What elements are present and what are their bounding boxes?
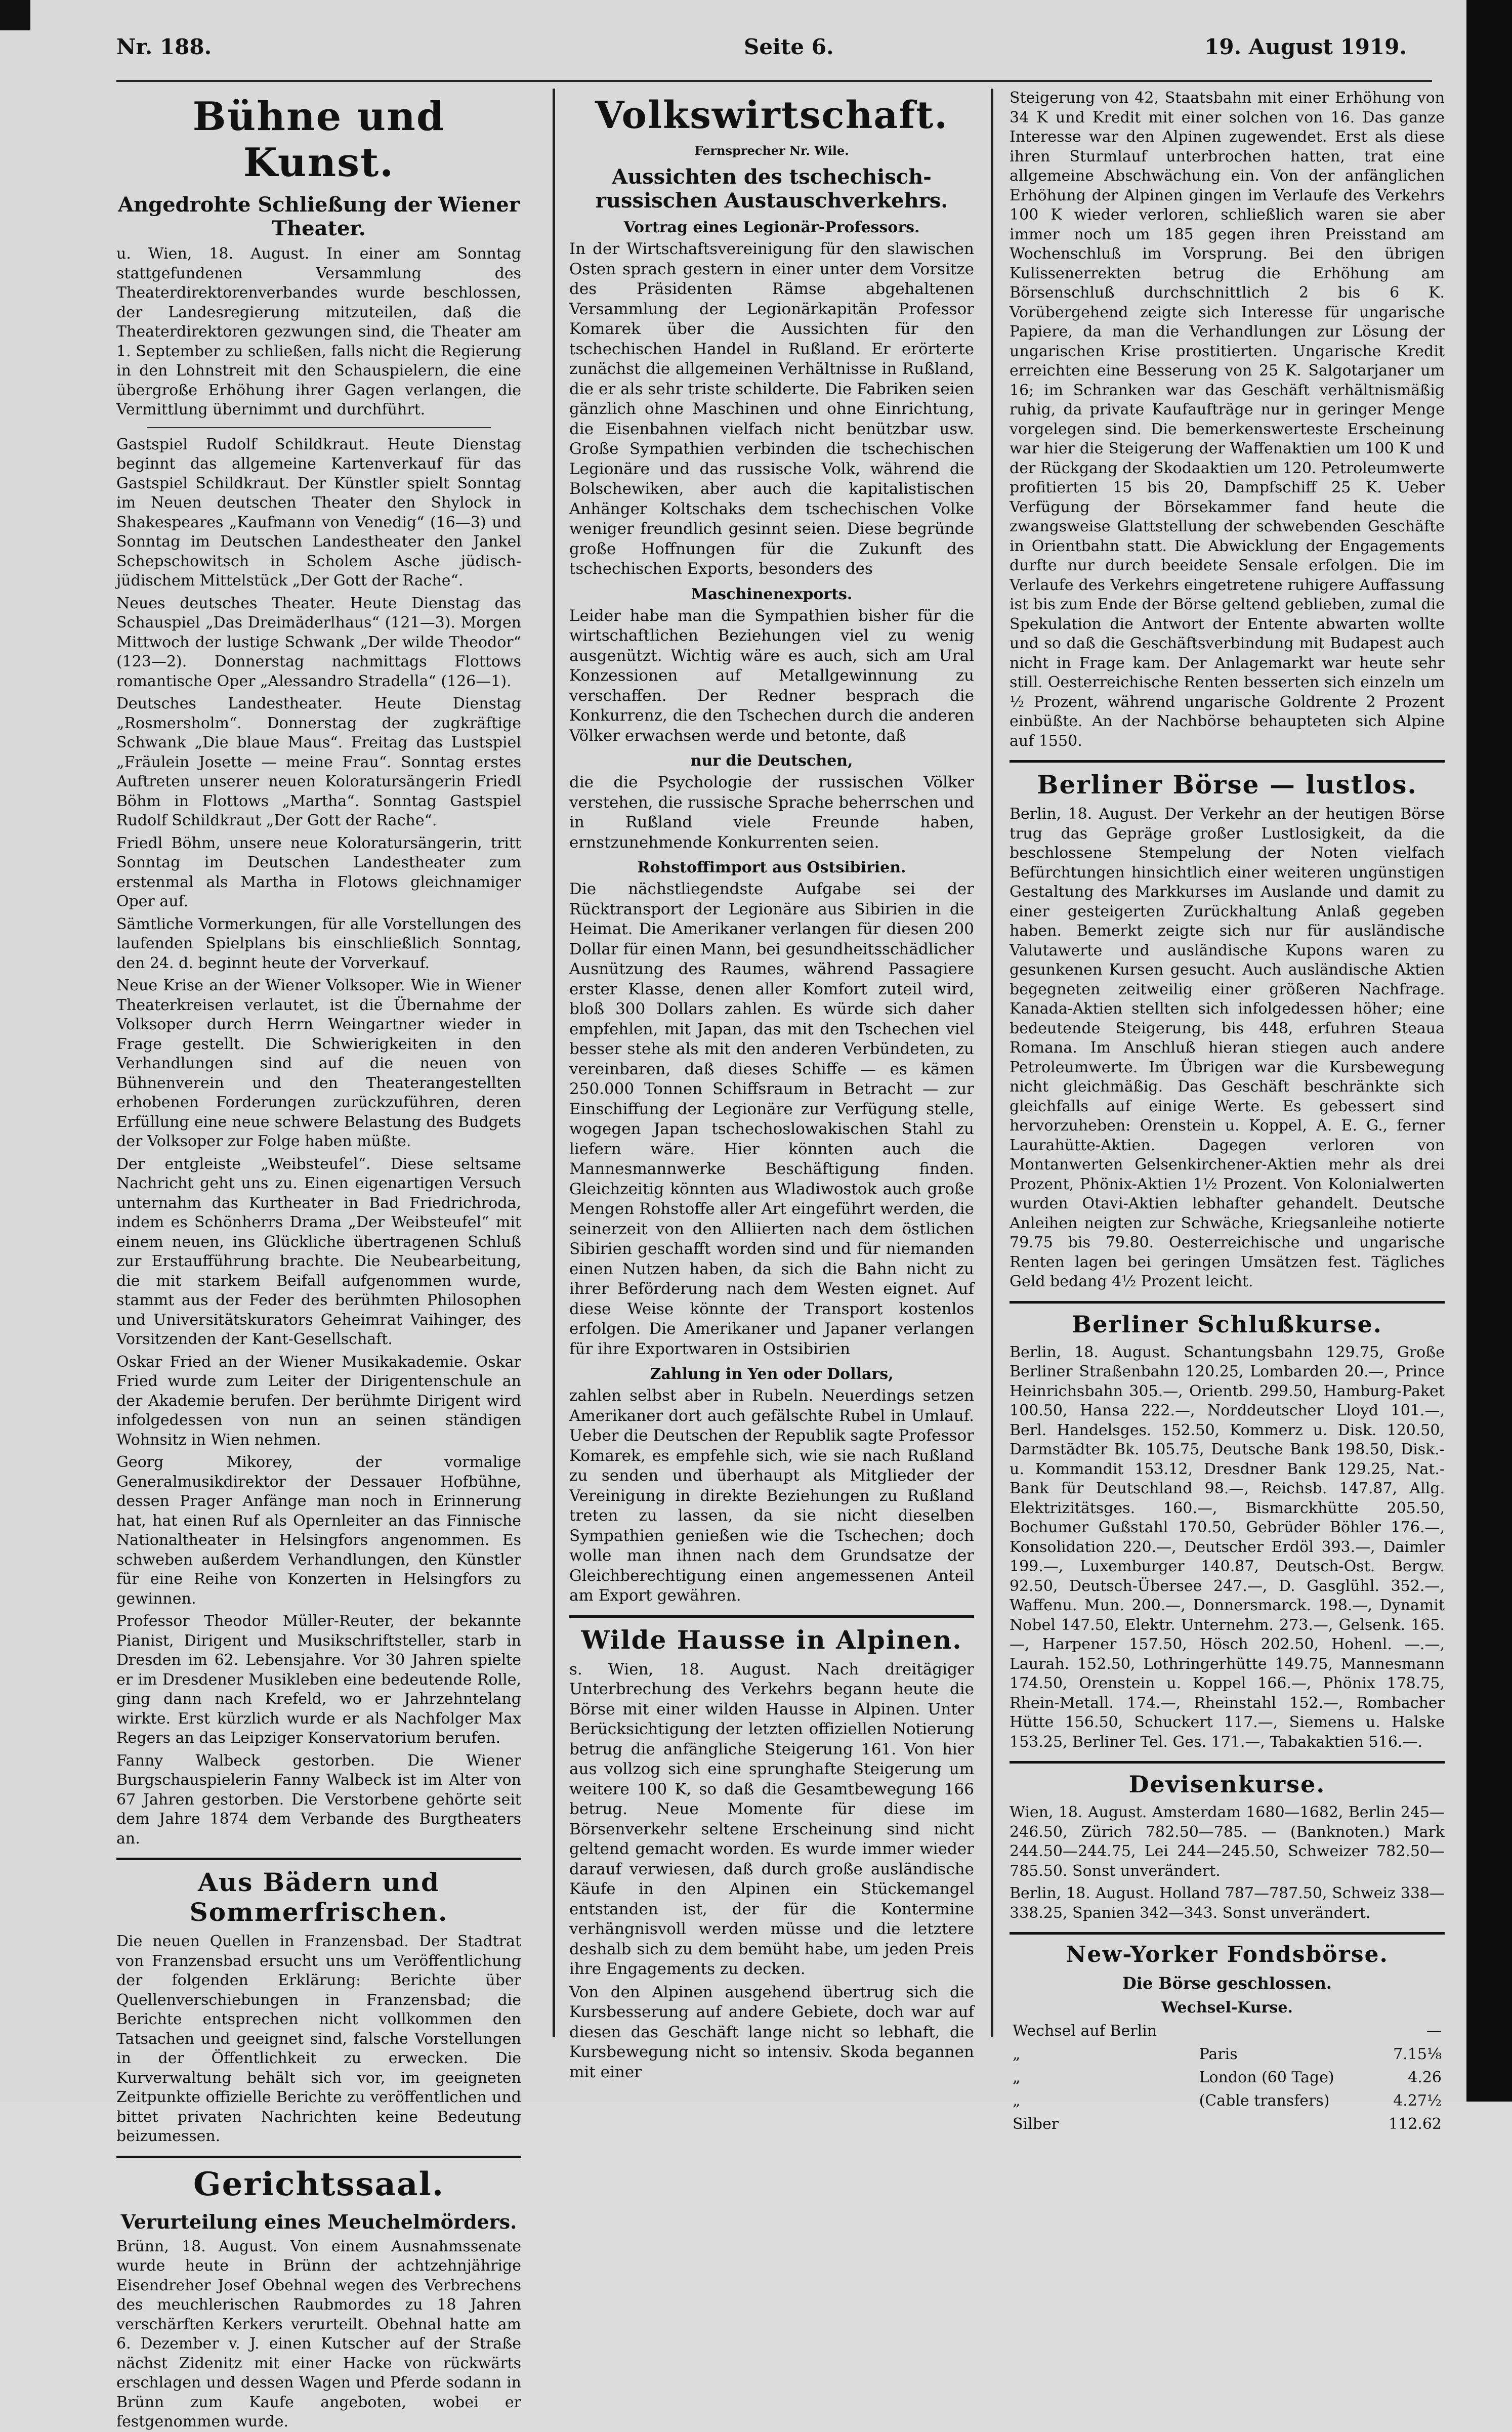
section-title-devisen: Devisenkurse.	[1128, 1771, 1326, 1798]
section-title-volkswirtschaft: Volkswirtschaft.	[595, 94, 949, 137]
divider	[147, 427, 491, 428]
article-paragraph: Leider habe man die Sympathien bisher für die wirtschaftlichen Beziehungen viel zu wenig ausgenützt. Wichtig wäre es auch, sich am Ural Konzessionen auf Metallgewinnung zu verschaffen. Der Redner besprach die Konkurrenz, die den Tschechen durch die anderen Völker erwachsen werde und betonte, daß	[569, 606, 974, 745]
row-item: London (60 Tage)	[1199, 2069, 1334, 2086]
row-label: „	[1013, 2045, 1021, 2063]
section-title-berliner-boerse: Berliner Börse — lustlos.	[1037, 770, 1417, 800]
header-rule	[116, 80, 1432, 82]
article-paragraph: Deutsches Landestheater. Heute Dienstag „Rosmersholm“. Donnerstag der zugkräftige Schwank „Die blaue Maus“. Freitag das Lustspiel „Fräulein Josette — meine Frau“. Sonntag erstes Auftreten unserer neuen Koloratursängerin Friedl Böhm in Flottows „Martha“. Sonntag Gastspiel Rudolf Schildkraut „Der Gott der Rache“.	[116, 695, 521, 829]
article-headline: Angedrohte Schließung der Wiener Theater.	[118, 193, 520, 240]
table-row	[1010, 2043, 1445, 2066]
article-paragraph: Neues deutsches Theater. Heute Dienstag das Schauspiel „Das Dreimäderlhaus“ (121—3). Morgen Mittwoch der lustige Schwank „Der wilde Theodor“ (123—2). Donnerstag nachmittags Flottows romantische Oper „Alessandro Stradella“ (126—1).	[116, 594, 521, 690]
section-title-baeder: Aus Bädern und Sommerfrischen.	[189, 1867, 448, 1927]
row-value: 4.26	[1408, 2069, 1442, 2086]
article-subheadline: Die Börse geschlossen.	[1122, 1974, 1332, 1993]
article-paragraph: Fanny Walbeck gestorben. Die Wiener Burgschauspielerin Fanny Walbeck ist im Alter von 67 Jahren gestorben. Die Verstorbene gehörte seit dem Jahre 1874 dem Verbande des Burgtheaters an.	[116, 1751, 521, 1848]
row-value: 112.62	[1389, 2115, 1442, 2133]
article-subheadline: Vortrag eines Legionär-Professors.	[623, 219, 920, 236]
column-3	[1010, 89, 1445, 2133]
inline-heading: nur die Deutschen,	[690, 752, 853, 770]
article-headline: Aussichten des tschechisch-russischen Austauschverkehrs.	[595, 165, 948, 213]
table-row	[1010, 2020, 1445, 2043]
section-title-schlusskurse: Berliner Schlußkurse.	[1072, 1310, 1382, 1338]
column-rule	[991, 89, 993, 2037]
row-label: „	[1013, 2069, 1021, 2086]
article-paragraph: zahlen selbst aber in Rubeln. Neuerdings setzen Amerikaner dort auch gefälschte Rubel in Umlauf. Ueber die Deutschen der Republik sagte Professor Komarek, es empfehle sich, wie sie nach Rußland zu senden und überhaupt als Mitglieder der Vereinigung in direkte Beziehungen zu Rußland treten zu lassen, da sie nicht dieselben Sympathien genießen wie die Tschechen; doch wolle man ihnen nach dem Grundsatze der Gleichberechtigung einen angemessenen Anteil am Export gewähren.	[569, 1387, 974, 1605]
inline-heading: Maschinenexports.	[691, 585, 853, 603]
article-paragraph: Berlin, 18. August. Holland 787—787.50, Schweiz 338—338.25, Spanien 342—343. Sonst unverändert.	[1010, 1884, 1445, 1922]
article-paragraph: Die nächstliegendste Aufgabe sei der Rücktransport der Legionäre aus Sibirien in die Heimat. Die Amerikaner verlangen für diesen 200 Dollar für einen Mann, bei gesundheitsschädlicher Ausnützung des Raumes, während Passagiere erster Klasse, denen aller Komfort zuteil wird, bloß 300 Dollars zahlen. Es würde sich daher empfehlen, mit Japan, das mit den Tschechen viel besser stehe als mit den anderen Verbündeten, zu vereinbaren, daß dieses Schiffe — es kämen 250.000 Tonnen Schiffsraum in Betracht — zur Einschiffung der Legionäre zur Verfügung stelle, wogegen Japan tschechoslowakischen Stahl zu liefern wäre. Hier könnten auch die Mannesmannwerke Beschäftigung finden. Gleichzeitig könnten aus Wladiwostok auch große Mengen Rohstoffe aller Art eingeführt werden, die seinerzeit von den Alliierten nach dem östlichen Sibirien geschafft worden sind und für niemanden einen Nutzen haben, da sich die Bahn nicht zu ihrer Beförderung nach dem Westen eignet. Auf diese Weise könnte der Transport kostenlos erfolgen. Die Amerikaner und Japaner verlangen für ihre Exportwaren in Ostsibirien	[569, 880, 974, 1358]
article-paragraph: Von den Alpinen ausgehend übertrug sich die Kursbesserung auf andere Gebiete, doch war auf diesen das Geschäft lange nicht so lebhaft, die Kursbewegung nicht so intensiv. Skoda begannen mit einer	[569, 1983, 974, 2081]
article-paragraph: Oskar Fried an der Wiener Musikakademie. Oskar Fried wurde zum Leiter der Dirigentenschule an der Akademie berufen. Der berühmte Dirigent wird infolgedessen von nun an seinen ständigen Wohnsitz in Wien nehmen.	[116, 1353, 521, 1449]
table-row	[1010, 2089, 1445, 2113]
section-rule	[569, 1615, 974, 1618]
article-paragraph: Der entgleiste „Weibsteufel“. Diese seltsame Nachricht geht uns zu. Einen eigenartigen Versuch unternahm das Kurtheater in Bad Friedrichroda, indem es Schönherrs Drama „Der Weibsteufel“ mit einem neuen, ins Glückliche übertragenen Schluß zur Erstaufführung brachte. Die Neubearbeitung, die mit starkem Beifall aufgenommen wurde, stammt aus der Feder des berühmten Philosophen und Universitätskurators Geheimrat Vaihinger, des Vorsitzenden der Kant-Gesellschaft.	[116, 1155, 521, 1348]
row-item: (Cable transfers)	[1199, 2092, 1330, 2110]
section-title-buehne: Bühne und Kunst.	[192, 94, 445, 186]
inline-heading: Zahlung in Yen oder Dollars,	[650, 1365, 894, 1383]
section-rule	[1010, 1301, 1445, 1304]
article-paragraph: In der Wirtschaftsvereinigung für den slawischen Osten sprach gestern in einer unter dem Vorsitze des Präsidenten Rämse abgehaltenen Versammlung der Legionärkapitän Professor Komarek über die Aussichten für den tschechischen Handel in Rußland. Er erörterte zunächst die allgemeinen Verhältnisse in Rußland, die er als sehr triste schilderte. Die Fabriken seien gänzlich ohne Maschinen und ohne Einrichtung, die Eisenbahnen vielfach nicht benützbar usw. Große Sympathien verbinden die tschechischen Legionäre und das russische Volk, während die Bolschewiken, aber auch die kapitalistischen Anhänger Koltschaks dem tschechischen Volke weniger freundlich gesinnt seien. Diese begründe große Hoffnungen für die Zukunft des tschechischen Exports, besonders des	[569, 240, 974, 578]
row-item	[1196, 2113, 1371, 2136]
article-paragraph: u. Wien, 18. August. In einer am Sonntag stattgefundenen Versammlung des Theaterdirektorenverbandes wurde beschlossen, der Landesregierung mitzuteilen, daß die Theaterdirektoren gezwungen sind, die Theater am 1. September zu schließen, falls nicht die Regierung in den Lohnstreit mit den Schauspielern, die eine übergroße Erhöhung ihrer Gagen verlangen, die Vermittlung übernimmt und durchführt.	[116, 245, 521, 418]
issue-number: Nr. 188.	[116, 34, 212, 59]
section-rule	[116, 1858, 521, 1860]
issue-date: 19. August 1919.	[1204, 34, 1407, 59]
section-title-alpinen: Wilde Hausse in Alpinen.	[581, 1624, 962, 1655]
row-label: Silber	[1013, 2115, 1059, 2133]
article-paragraph: Die neuen Quellen in Franzensbad. Der Stadtrat von Franzensbad ersucht uns um Veröffentlichung der folgenden Erklärung: Berichte über Quellenverschiebungen in Franzensbad; die Berichte entsprechen nicht vollkommen den Tatsachen und geeignet sind, falsche Vorstellungen in der Öffentlichkeit zu erwecken. Die Kurverwaltung behält sich vor, im geeigneten Zeitpunkte offizielle Berichte zu veröffentlichen und bittet privaten Nachrichten keine Bedeutung beizumessen.	[116, 1933, 521, 2145]
table-row	[1010, 2113, 1445, 2136]
article-headline: Verurteilung eines Meuchelmörders.	[120, 2210, 517, 2233]
row-value: 4.27½	[1393, 2092, 1442, 2110]
article-paragraph: die die Psychologie der russischen Völker verstehen, die russische Sprache beherrschen und in Rußland viele Freunde haben, ernstzunehmende Konkurrenten seien.	[569, 773, 974, 852]
article-paragraph: Professor Theodor Müller-Reuter, der bekannte Pianist, Dirigent und Musikschriftsteller, starb in Dresden im 62. Lebensjahre. Vor 30 Jahren spielte er im Dresdener Musikleben eine bedeutende Rolle, ging dann nach Krefeld, wo er Jahrzehntelang wirkte. Erst kürzlich wurde er als Nachfolger Max Regers an das Leipziger Konservatorium berufen.	[116, 1612, 521, 1747]
row-item: Paris	[1199, 2045, 1238, 2063]
row-item	[1196, 2020, 1371, 2043]
page-header	[116, 34, 1407, 80]
article-paragraph: Friedl Böhm, unsere neue Koloratursängerin, tritt Sonntag im Deutschen Landestheater zum erstenmal als Martha in Flotows gleichnamiger Oper auf.	[116, 834, 521, 910]
column-1	[116, 89, 521, 2430]
row-label: Wechsel auf Berlin	[1013, 2022, 1157, 2040]
row-value: 7.15⅛	[1393, 2045, 1442, 2063]
section-rule	[1010, 1761, 1445, 1764]
section-rule	[116, 2156, 521, 2158]
exchange-rate-table	[1010, 2020, 1445, 2136]
table-heading: Wechsel-Kurse.	[1161, 1999, 1293, 2017]
article-paragraph: Steigerung von 42, Staatsbahn mit einer Erhöhung von 34 K und Kredit mit einer solchen von 16. Das ganze Interesse war den Alpinen zugewendet. Erst als diese ihren Sturmlauf unterbrochen hatten, trat eine allgemeine Abschwächung ein. Von der anfänglichen Erhöhung der Alpinen gingen im Verlaufe des Verkehrs 100 K wieder verloren, schließlich waren sie aber immer noch um 185 gegen ihren Preisstand am Wochenschluß im Vorsprung. Bei den übrigen Kulissenerrekten betrug die Erhöhung am Börsenschluß durchschnittlich 2 bis 6 K. Vorübergehend zeigte sich Interesse für ungarische Papiere, da man die Verhandlungen zur Lösung der ungarischen Krise prostitierten. Ungarische Kredit erreichten eine Besserung von 25 K. Salgotarjaner um 16; im Schranken war das Geschäft verhältnismäßig ruhig, da private Kaufaufträge nur in geringer Menge vorgelegen sind. Die bemerkenswerteste Erscheinung war hier die Steigerung der Waffenaktien um 100 K und der Rückgang der Skodaaktien um 120. Petroleumwerte profitierten 15 bis 20, Dampfschiff 25 K. Ueber Verfügung der Börsekammer fand heute die zwangsweise Glattstellung der schwebenden Geschäfte in Orientbahn statt. Die Abwicklung der Engagements durfte nur durch beeidete Sensale erfolgen. Die im Verlaufe des Verkehrs eingetretene ruhigere Auffassung ist bis zum Ende der Börse geltend geblieben, zumal die Spekulation die Antwort der Entente abwarten wollte und so daß die Geschäftsverbindung mit Budapest auch nicht in Frage kam. Der Anlagemarkt war heute sehr still. Oesterreichische Renten besserten sich einzeln um ½ Prozent, während ungarische Goldrente 2 Prozent einbüßte. An der Nachbörse behaupteten sich Alpine auf 1550.	[1010, 89, 1445, 750]
page-number: Seite 6.	[744, 34, 834, 59]
column-2	[569, 89, 974, 2081]
article-paragraph: s. Wien, 18. August. Nach dreitägiger Unterbrechung des Verkehrs begann heute die Börse mit einer wilden Hausse in Alpinen. Unter Berücksichtigung der letzten offiziellen Notierung betrug die anfängliche Steigerung 161. Von hier aus vollzog sich eine sprunghafte Steigerung um weitere 100 K, so daß die Gesamtbewegung 166 betrug. Neue Momente für diese im Börsenverkehr seltene Erscheinung sind nicht geltend gemacht worden. Es wurde immer wieder darauf verwiesen, daß durch große ausländische Käufe in den Alpinen ein Stückemangel entstanden ist, der für die Kontermine verhängnisvoll werden müsse und die letztere deshalb sich zu dem bemüht habe, um jeden Preis ihre Engagements zu decken.	[569, 1660, 974, 1978]
phone-note: Fernsprecher Nr. Wile.	[694, 143, 849, 158]
article-paragraph: Georg Mikorey, der vormalige Generalmusikdirektor der Dessauer Hofbühne, dessen Prager Anfänge man noch in Erinnerung hat, hat einen Ruf als Opernleiter an das Finnische Nationaltheater in Helsingfors angenommen. Es schweben außerdem Verhandlungen, den Künstler für eine Reihe von Konzerten in Helsingfors zu gewinnen.	[116, 1453, 521, 1608]
article-paragraph: Gastspiel Rudolf Schildkraut. Heute Dienstag beginnt das allgemeine Kartenverkauf für das Gastspiel Schildkraut. Der Künstler spielt Sonntag im Neuen deutschen Theater den Shylock in Shakespeares „Kaufmann von Venedig“ (16—3) und Sonntag im Deutschen Landestheater den Jankel Schepschowitsch in Scholem Asche jüdisch-jüdischem Mittelstück „Der Gott der Rache“.	[116, 435, 521, 590]
article-paragraph: Neue Krise an der Wiener Volksoper. Wie in Wiener Theaterkreisen verlautet, ist die Übernahme der Volksoper durch Herrn Weingartner wieder in Frage gestellt. Die Schwierigkeiten in den Verhandlungen sind auf die neuen von Bühnenverein und den Theaterangestellten erhobenen Forderungen zurückzuführen, deren Erfüllung eine neue schwere Belastung des Budgets der Volksoper zur Folge haben müßte.	[116, 977, 521, 1150]
article-paragraph: Sämtliche Vormerkungen, für alle Vorstellungen des laufenden Spielplans bis einschließlich Sonntag, den 24. d. beginnt heute der Vorverkauf.	[116, 915, 521, 972]
scan-corner	[0, 0, 30, 30]
section-title-gericht: Gerichtssaal.	[193, 2165, 445, 2203]
article-paragraph: Berlin, 18. August. Schantungsbahn 129.75, Große Berliner Straßenbahn 120.25, Lombarden 20.—, Prince Heinrichsbahn 305.—, Orientb. 299.50, Hamburg-Paket 100.50, Hansa 222.—, Norddeutscher Lloyd 101.—, Berl. Handelsges. 152.50, Kommerz u. Disk. 120.50, Darmstädter Bk. 105.75, Deutsche Bank 198.50, Disk.-u. Kommandit 153.12, Dresdner Bank 129.25, Nat.-Bank für Deutschland 98.—, Reichsb. 147.87, Allg. Elektrizitätsges. 160.—, Bismarckhütte 205.50, Bochumer Gußstahl 170.50, Gebrüder Böhler 176.—, Konsolidation 220.—, Deutscher Erdöl 393.—, Daimler 199.—, Luxemburger 140.87, Deutsch-Ost. Bergw. 92.50, Deutsch-Übersee 247.—, D. Gasglühl. 352.—, Waffenu. Mun. 200.—, Donnersmarck. 198.—, Dynamit Nobel 147.50, Elektr. Unternehm. 273.—, Gelsenk. 165.—, Harpener 157.50, Hösch 202.50, Hohenl. —.—, Laurah. 152.50, Lothringerhütte 149.75, Mannesmann 174.50, Orenstein u. Koppel 166.—, Phönix 178.75, Rhein-Metall. 174.—, Rheinstahl 152.—, Rombacher Hütte 156.50, Schuckert 117.—, Siemens u. Halske 153.25, Berliner Tel. Ges. 171.—, Tabakaktien 516.—.	[1010, 1343, 1445, 1751]
inline-heading: Rohstoffimport aus Ostsibirien.	[637, 859, 906, 876]
article-paragraph: Berlin, 18. August. Der Verkehr an der heutigen Börse trug das Gepräge großer Lustlosigkeit, da die beschlossene Stempelung der Noten vielfach Befürchtungen hinsichtlich einer weiteren ungünstigen Gestaltung des Markkurses im Auslande und damit zu einer gesteigerten Zurückhaltung Anlaß gegeben haben. Bemerkt zeigte sich nur für ausländische Valutawerte und ausländische Kupons waren zu gesunkenen Kursen gesucht. Auch ausländische Aktien begegneten zeitweilig einer größeren Nachfrage. Kanada-Aktien stellten sich infolgedessen höher; eine bedeutende Steigerung, bis 448, erfuhren Steaua Romana. Im Anschluß hieran stiegen auch andere Petroleumwerte. Im Übrigen war die Kursbewegung nicht gleichmäßig. Das Geschäft beschränkte sich gleichfalls auf einige Werte. Es gebessert sind hervorzuheben: Orenstein u. Koppel, A. E. G., ferner Laurahütte-Aktien. Dagegen verloren von Montanwerten Gelsenkirchener-Aktien mehr als drei Prozent, Phönix-Aktien 1½ Prozent. Von Kolonialwerten wurden Otavi-Aktien lebhafter gehandelt. Deutsche Anleihen neigten zur Schwäche, Kriegsanleihe notierte 79.75 bis 79.80. Oesterreichische und ungarische Renten lagen bei geringen Umsätzen fest. Tägliches Geld bedang 4½ Prozent leicht.	[1010, 805, 1445, 1290]
section-rule	[1010, 760, 1445, 763]
row-value: —	[1426, 2022, 1442, 2040]
column-rule	[553, 89, 555, 2037]
row-label: „	[1013, 2092, 1021, 2110]
table-row	[1010, 2066, 1445, 2089]
article-paragraph: Wien, 18. August. Amsterdam 1680—1682, Berlin 245—246.50, Zürich 782.50—785. — (Banknoten.) Mark 244.50—244.75, Lei 244—245.50, Schweizer 782.50—785.50. Sonst unverändert.	[1010, 1804, 1445, 1880]
section-title-newyork: New-Yorker Fondsbörse.	[1066, 1942, 1389, 1967]
section-rule	[1010, 1932, 1445, 1935]
scan-edge	[1466, 0, 1512, 2102]
article-paragraph: Brünn, 18. August. Von einem Ausnahmssenate wurde heute in Brünn der achtzehnjährige Eisendreher Josef Obehnal wegen des Verbrechens des meuchlerischen Raubmordes zu 18 Jahren verschärften Kerkers verurteilt. Obehnal hatte am 6. Dezember v. J. einen Kutscher auf der Straße nächst Zidenitz mit einer Hacke von rückwärts erschlagen und dessen Wagen und Pferde sodann in Brünn zum Kaufe angeboten, wobei er festgenommen wurde.	[116, 2237, 521, 2430]
